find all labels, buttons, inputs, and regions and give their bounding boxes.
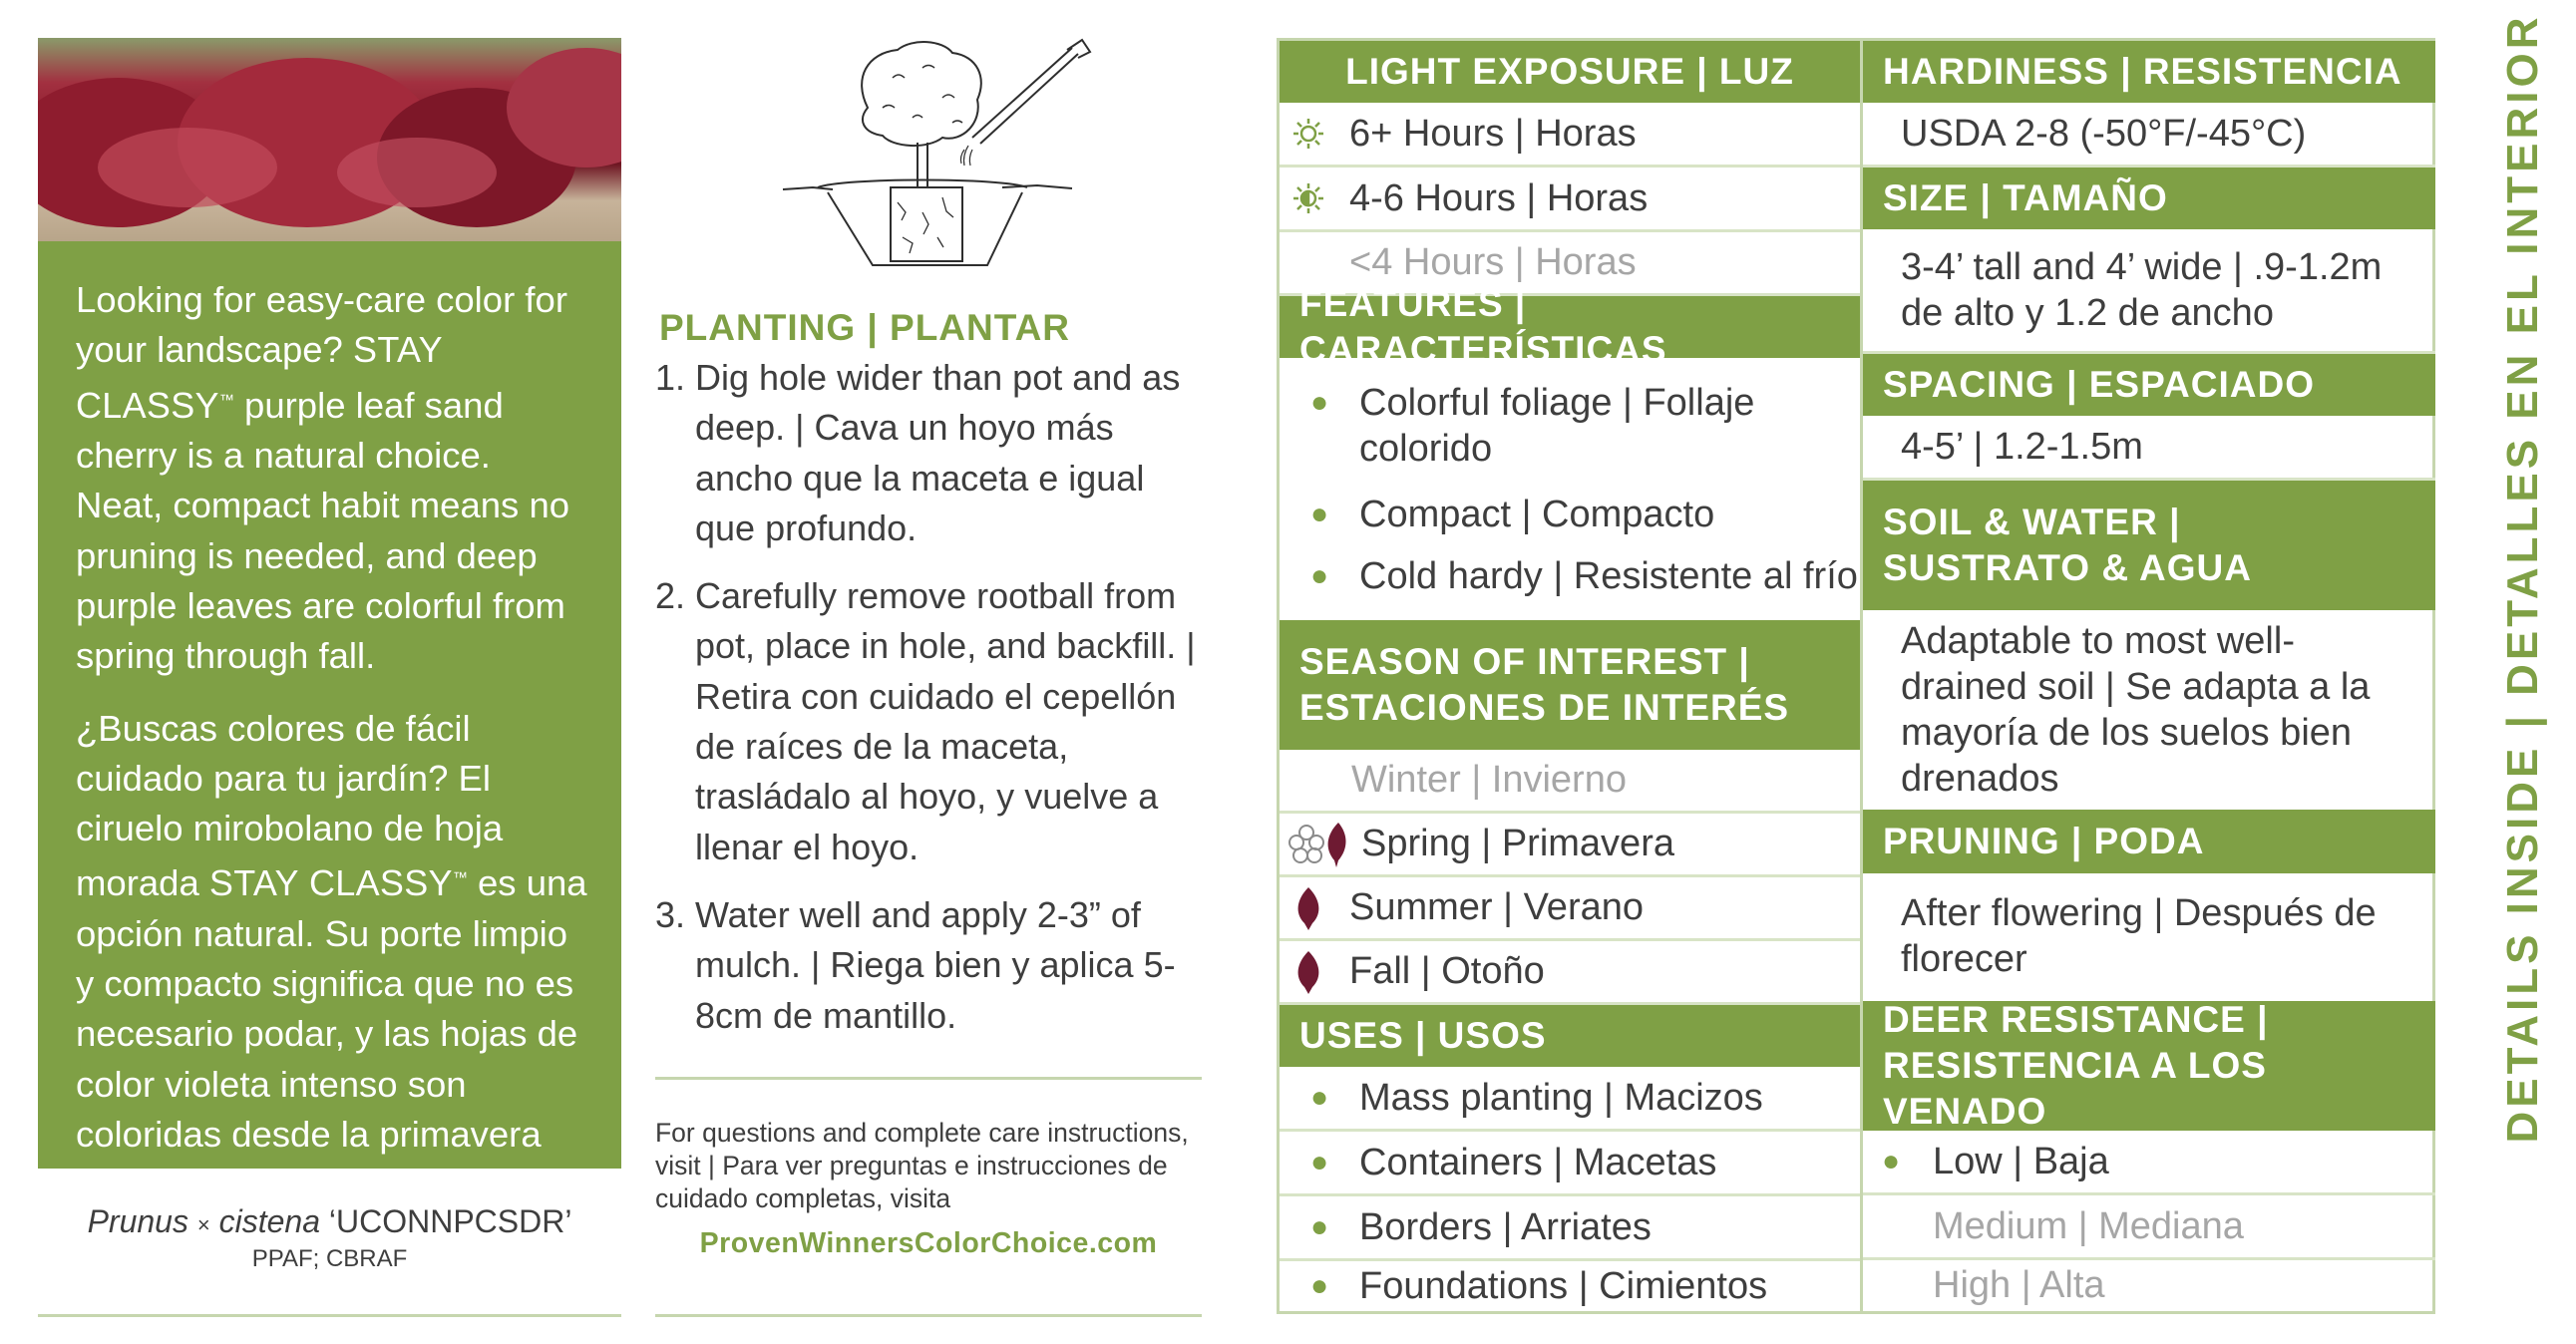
spacing-heading: SPACING | ESPACIADO xyxy=(1863,354,2435,416)
features-heading: FEATURES | CARACTERÍSTICAS xyxy=(1280,296,1860,358)
intro-spanish: ¿Buscas colores de fácil cuidado para tu jardín? El ciruelo mirobolano de hoja morada STAY CLASSY™ es una opción natural. Su porte limpio y compacto significa que no es necesario podar, y las hojas de color violeta intenso son coloridas desde la primavera hasta el otoño. xyxy=(76,707,587,1205)
light-option-part-sun: 4-6 Hours | Horas xyxy=(1280,168,1860,232)
planting-step-3: 3. Water well and apply 2-3” of mulch. | Riega bien y aplica 5-8cm de mantillo. xyxy=(655,893,1176,1036)
deer-level-medium: Medium | Mediana xyxy=(1863,1195,2435,1260)
soil-water-value: Adaptable to most well-drained soil | Se adapta a la mayoría de los suelos bien drenados xyxy=(1901,620,2371,800)
spacing-value: 4-5’ | 1.2-1.5m xyxy=(1863,416,2435,481)
divider xyxy=(655,1314,1202,1317)
light-option-shade: <4 Hours | Horas xyxy=(1280,232,1860,296)
planting-step-1: 1. Dig hole wider than pot and as deep. | Cava un hoyo más ancho que la maceta e igual que profundo. xyxy=(655,357,1181,548)
use-item: ● Containers | Macetas xyxy=(1280,1132,1860,1196)
care-details-table xyxy=(1277,38,2435,1314)
features-list xyxy=(1280,358,1860,657)
deer-level-low: ● Low | Baja xyxy=(1863,1131,2435,1195)
deer-level-high: High | Alta xyxy=(1933,1264,2105,1306)
season-item-winter: Winter | Invierno xyxy=(1280,750,1860,814)
hardiness-value: USDA 2-8 (-50°F/-45°C) xyxy=(1863,103,2435,168)
feature-item: ● Cold hardy | Resistente al frío xyxy=(1309,555,1858,597)
pruning-heading: PRUNING | PODA xyxy=(1863,810,2435,873)
botanical-name: Prunus × cistena ‘UCONNPCSDR’ PPAF; CBRAF xyxy=(38,1202,621,1274)
use-item: ● Foundations | Cimientos xyxy=(1309,1264,1768,1307)
planting-illustration-icon xyxy=(773,38,1092,292)
divider xyxy=(38,1314,621,1317)
use-item: ● Mass planting | Macizos xyxy=(1280,1067,1860,1132)
season-item-summer: Summer | Verano xyxy=(1280,877,1860,941)
light-exposure-heading: LIGHT EXPOSURE | LUZ xyxy=(1280,41,1860,103)
season-heading: SEASON OF INTEREST | ESTACIONES DE INTERÉS xyxy=(1280,620,1860,750)
uses-heading: USES | USOS xyxy=(1280,1005,1860,1067)
feature-item: ● Colorful foliage | Follaje colorido xyxy=(1309,382,1755,470)
full-sun-icon xyxy=(1280,118,1337,150)
use-item: ● Borders | Arriates xyxy=(1280,1196,1860,1261)
care-info-text: For questions and complete care instructions, visit | Para ver preguntas e instrucciones de cuidado completas, visita xyxy=(655,1118,1189,1213)
website-link[interactable]: ProvenWinnersColorChoice.com xyxy=(699,1227,1158,1259)
patent-info: PPAF; CBRAF xyxy=(251,1245,408,1272)
season-item-fall: Fall | Otoño xyxy=(1280,941,1860,1005)
flower-leaf-icon xyxy=(1280,821,1361,868)
planting-heading: PLANTING | PLANTAR xyxy=(659,307,1071,348)
light-option-full-sun: 6+ Hours | Horas xyxy=(1280,103,1860,168)
season-item-spring: Spring | Primavera xyxy=(1280,814,1860,877)
planting-step-2: 2. Carefully remove rootball from pot, place in hole, and backfill. | Retira con cuidado el cepellón de raíces de la maceta, trasládalo al hoyo, y vuelve a llenar el hoyo. xyxy=(655,575,1196,867)
deer-resistance-heading: DEER RESISTANCE | RESISTENCIA A LOS VENADO xyxy=(1863,1001,2435,1131)
leaf-icon xyxy=(1280,949,1337,995)
shrub-photo xyxy=(38,38,621,241)
divider xyxy=(655,1077,1202,1080)
feature-item: ● Compact | Compacto xyxy=(1309,494,1715,535)
side-label: DETAILS INSIDE | DETALLES EN EL INTERIOR xyxy=(2498,13,2547,1144)
size-heading: SIZE | TAMAÑO xyxy=(1863,168,2435,229)
intro-column xyxy=(38,38,621,1274)
part-sun-icon xyxy=(1280,182,1337,214)
pruning-value: After flowering | Después de florecer xyxy=(1901,891,2377,980)
hardiness-heading: HARDINESS | RESISTENCIA xyxy=(1863,41,2435,103)
planting-steps xyxy=(655,353,1202,1059)
intro-english: Looking for easy-care color for your landscape? STAY CLASSY™ purple leaf sand cherry is a natural choice. Neat, compact habit means no pruning is needed, and deep purple leaves are colorful from spring through fall. xyxy=(76,279,570,677)
leaf-icon xyxy=(1280,885,1337,931)
intro-description xyxy=(38,241,621,1205)
size-value: 3-4’ tall and 4’ wide | .9-1.2m de alto y 1.2 de ancho xyxy=(1863,229,2435,354)
soil-water-heading: SOIL & WATER | SUSTRATO & AGUA xyxy=(1863,481,2435,610)
